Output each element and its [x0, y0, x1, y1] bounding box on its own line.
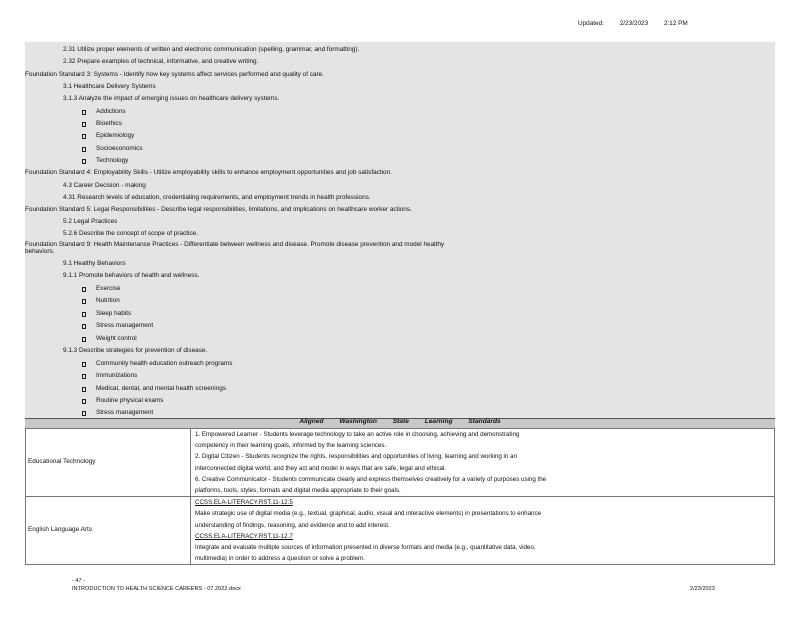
outline-item: 9.1.3 Describe strategies for prevention of disease.	[63, 347, 208, 354]
bullet-item-text: Stress management	[96, 409, 154, 416]
standard-line: platforms, tools, styles, formats and digital media appropriate to their goals.	[195, 486, 401, 494]
bullet-icon	[82, 324, 86, 329]
bullet-icon	[82, 159, 86, 164]
updated-label: Updated:	[578, 20, 604, 27]
footer-date: 2/23/2023	[690, 586, 715, 592]
table-row	[26, 429, 775, 497]
subject-cell: English Language Arts	[26, 497, 191, 565]
foundation-standard-line: Foundation Standard 3: Systems - Identify how key systems affect services performed and quality of care.	[25, 71, 324, 78]
bullet-item-text: Epidemiology	[96, 132, 135, 139]
standard-code: CCSS.ELA-LITERACY.RST.11-12.7	[195, 532, 293, 540]
bullet-item-text: Socioeconomics	[96, 145, 143, 152]
bullet-item-text: Addictions	[96, 108, 126, 115]
foundation-standard-line: Foundation Standard 4: Employability Skills - Utilize employability skills to enhance employment opportunities and job satisfaction.	[25, 169, 392, 176]
standard-line: interconnected digital world, and they act and model in ways that are safe, legal and ethical.	[195, 464, 447, 472]
bullet-item-text: Sleep habits	[96, 310, 132, 317]
standard-line: competency in their learning goals, informed by the learning sciences.	[195, 442, 387, 450]
bullet-item-text: Routine physical exams	[96, 397, 164, 404]
bullet-icon	[82, 374, 86, 379]
bullet-item-text: Weight control	[96, 335, 137, 342]
bullet-icon	[82, 387, 86, 392]
bullet-item-text: Nutrition	[96, 297, 120, 304]
bullet-item-text: Immunizations	[96, 372, 138, 379]
outline-item: 3.1 Healthcare Delivery Systems	[63, 83, 156, 90]
aligned-standards-title: Aligned Washington State Learning Standards	[299, 418, 501, 425]
outline-item: 4.31 Research levels of education, credentialing requirements, and employment trends in health professions.	[63, 194, 371, 201]
bullet-item-text: Bioethics	[96, 120, 122, 127]
aligned-standards-table	[25, 428, 775, 565]
standard-line: 2. Digital Citizen - Students recognize the rights, responsibilities and opportunities of living, learning and working in an	[195, 453, 517, 461]
standard-line: multimedia) in order to address a question or solve a problem.	[195, 555, 365, 563]
standard-code: CCSS.ELA-LITERACY.RST.11-12.5	[195, 499, 293, 507]
standard-line: understanding of findings, reasoning, and evidence and to add interest.	[195, 521, 390, 529]
updated-time: 2:12 PM	[663, 20, 688, 27]
outline-item: 4.3 Career Decision - making	[63, 182, 146, 189]
bullet-item-text: Community health education outreach programs	[96, 360, 233, 367]
bullet-icon	[82, 399, 86, 404]
bullet-icon	[82, 287, 86, 292]
foundation-standard-line: Foundation Standard 9: Health Maintenance Practices - Differentiate between wellness and disease. Promote disease prevention and model healthy	[25, 241, 445, 248]
standard-line: 6. Creative Communicator - Students communicate clearly and express themselves creatively for a variety of purposes using the	[195, 475, 547, 483]
foundation-standard-line: Foundation Standard 5: Legal Responsibilities - Describe legal responsibilities, limitations, and implications on healthcare worker actions.	[25, 206, 412, 213]
bullet-icon	[82, 312, 86, 317]
bullet-item-text: Stress management	[96, 322, 154, 329]
outline-item: 2.32 Prepare examples of technical, informative, and creative writing.	[63, 58, 259, 65]
standard-line: Make strategic use of digital media (e.g., textual, graphical, audio, visual and interactive elements) in presentations to enhance	[195, 510, 542, 518]
bullet-icon	[82, 362, 86, 367]
footer-page-number: - 47 -	[72, 578, 86, 584]
standards-cell	[191, 497, 775, 565]
updated-stamp	[578, 21, 702, 27]
standard-line: 1. Empowered Learner - Students leverage technology to take an active role in choosing, achieving and demonstrating	[195, 431, 520, 438]
subject-cell: Educational Technology	[26, 429, 191, 497]
bullet-item-text: Exercise	[96, 285, 121, 292]
foundation-standard-line: behaviors.	[25, 248, 55, 255]
outline-item: 3.1.3 Analyze the impact of emerging issues on healthcare delivery systems.	[63, 95, 280, 102]
bullet-icon	[82, 122, 86, 127]
outline-item: 9.1.1 Promote behaviors of health and wellness.	[63, 272, 200, 279]
outline-item: 2.31 Utilize proper elements of written and electronic communication (spelling, grammar, and formatting).	[63, 46, 360, 53]
bullet-icon	[82, 110, 86, 115]
outline-item: 9.1 Healthy Behaviors	[63, 260, 126, 267]
bullet-icon	[82, 134, 86, 139]
outline-item: 5.2.6 Describe the concept of scope of practice.	[63, 230, 198, 237]
bullet-icon	[82, 299, 86, 304]
footer-document-name: INTRODUCTION TO HEALTH SCIENCE CAREERS - 07.2022.docx	[72, 586, 241, 592]
bullet-icon	[82, 337, 86, 342]
bullet-item-text: Medical, dental, and mental health screenings	[96, 385, 227, 392]
bullet-item-text: Technology	[96, 157, 129, 164]
bullet-icon	[82, 411, 86, 416]
updated-date: 2/23/2023	[619, 20, 649, 27]
table-row	[26, 497, 775, 565]
bullet-icon	[82, 147, 86, 152]
standards-cell	[191, 429, 775, 497]
standard-line: Integrate and evaluate multiple sources of information presented in diverse formats and media (e.g., quantitative data, video,	[195, 543, 536, 551]
outline-item: 5.2 Legal Practices	[63, 218, 118, 225]
